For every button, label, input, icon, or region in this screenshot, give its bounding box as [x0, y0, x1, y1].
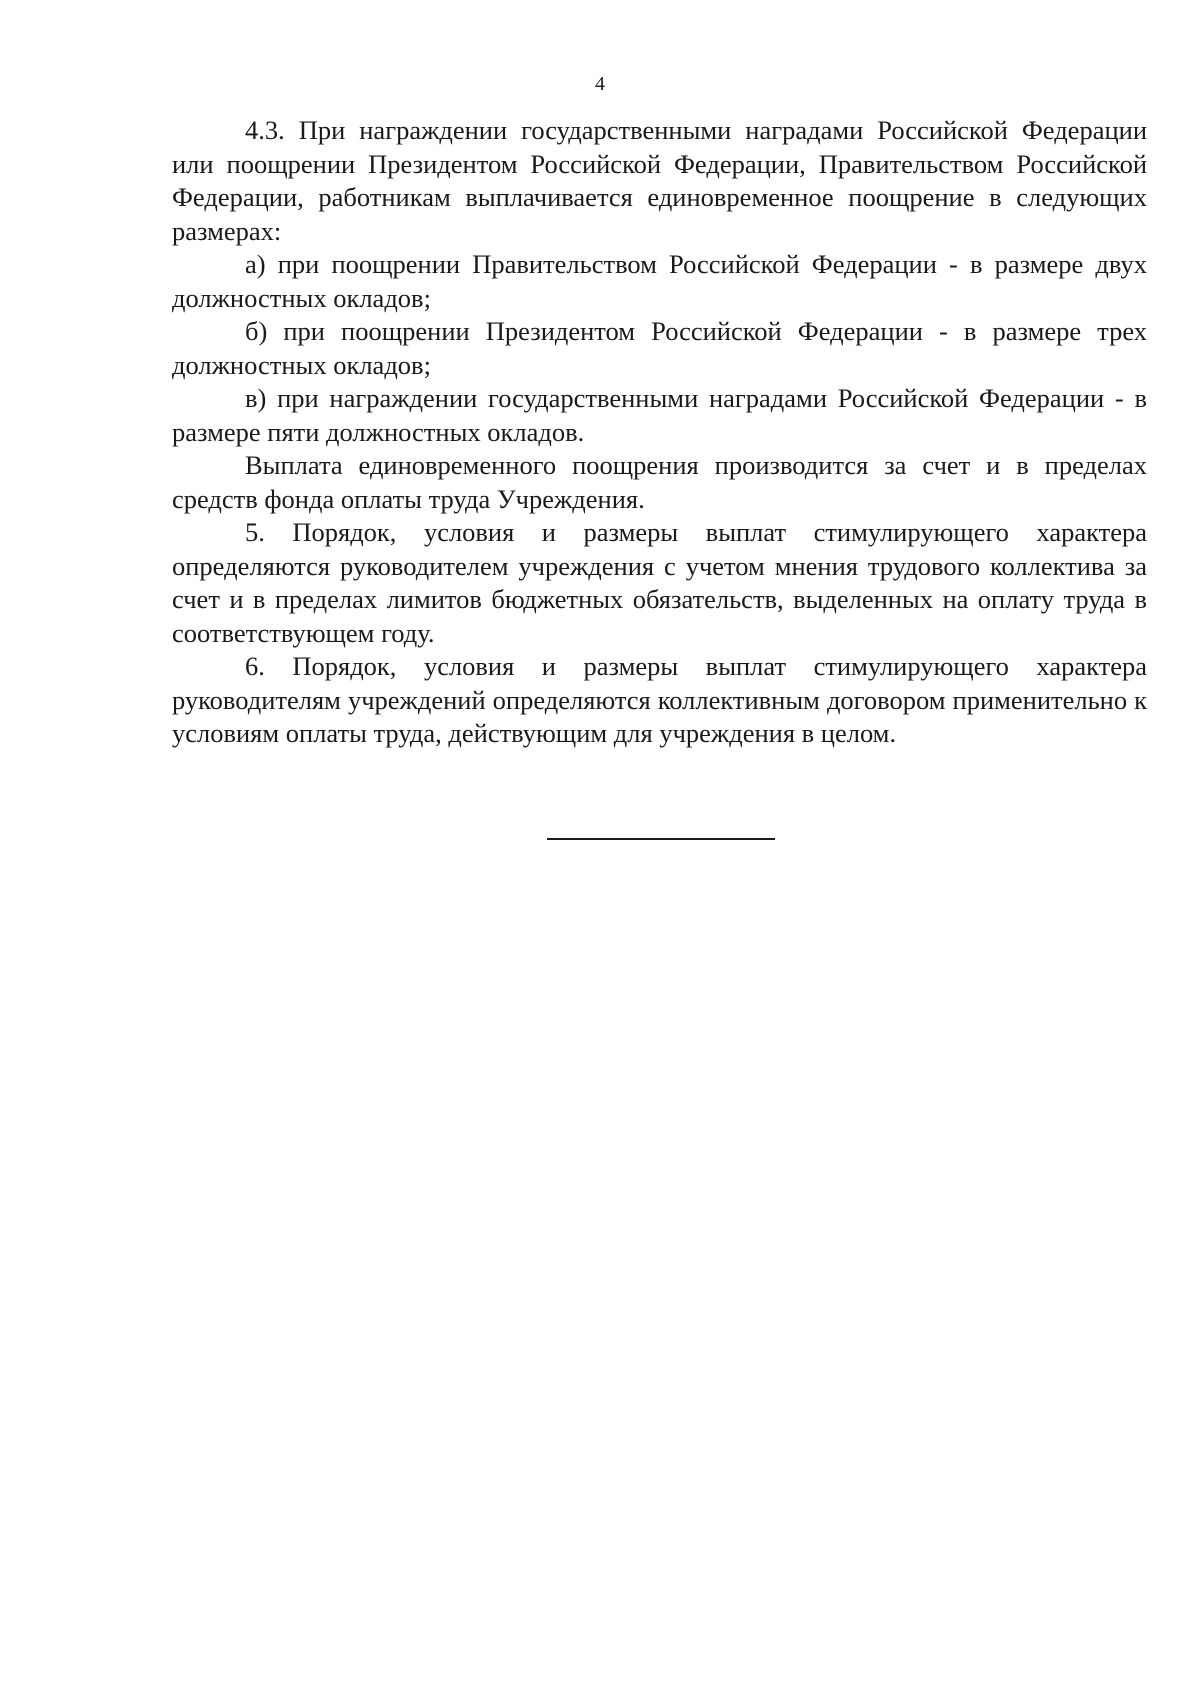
paragraph-6: 6. Порядок, условия и размеры выплат стимулирующего характера руководителям учреждений определяются коллективным договором применительно к условиям оплаты труда, действующим для учреждения в целом.	[172, 651, 1147, 748]
paragraph-4-3: 4.3. При награждении государственными наградами Российской Федерации или поощрении Президентом Российской Федерации, Правительством Российской Федерации, работникам выплачивается единовременное поощрение в следующих размерах:	[172, 115, 1147, 246]
page-number: 4	[595, 73, 605, 95]
paragraph-4-3-b: б) при поощрении Президентом Российской Федерации - в размере трех должностных окладов;	[172, 316, 1147, 380]
paragraph-5: 5. Порядок, условия и размеры выплат стимулирующего характера определяются руководителем учреждения с учетом мнения трудового коллектива за счет и в пределах лимитов бюджетных обязательств, выделенных на оплату труда в соответствующем году.	[172, 517, 1147, 648]
paragraph-4-3-a: а) при поощрении Правительством Российской Федерации - в размере двух должностных окладов;	[172, 249, 1147, 313]
document-body	[172, 114, 1147, 751]
end-of-document-rule	[547, 838, 775, 840]
paragraph-4-3-v: в) при награждении государственными наградами Российской Федерации - в размере пяти должностных окладов.	[172, 383, 1147, 447]
paragraph-payment-source: Выплата единовременного поощрения производится за счет и в пределах средств фонда оплаты труда Учреждения.	[172, 450, 1147, 514]
